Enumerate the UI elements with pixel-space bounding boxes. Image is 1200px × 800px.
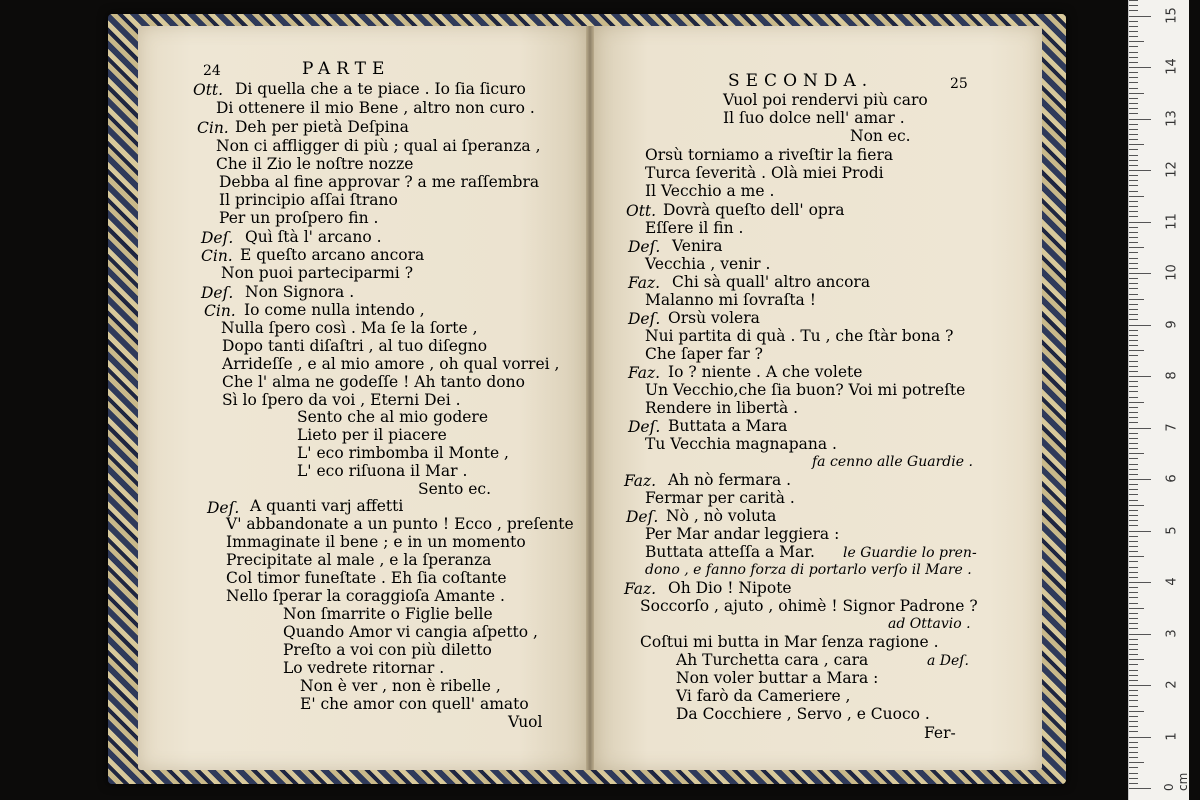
ruler-tick xyxy=(1129,639,1138,640)
ruler-number: 12 xyxy=(1164,161,1180,178)
ruler-tick xyxy=(1129,670,1138,671)
ruler-tick xyxy=(1129,381,1138,382)
ruler-tick xyxy=(1129,72,1138,73)
ruler-tick xyxy=(1129,525,1138,526)
speaker-label: Deſ. xyxy=(207,499,240,517)
catchword: Fer- xyxy=(924,724,956,742)
text-line: Coſtui mi butta in Mar ſenza ragione . xyxy=(640,633,939,651)
text-line: Il ſuo dolce nell' amar . xyxy=(723,109,905,127)
ruler-tick xyxy=(1129,258,1138,259)
text-line: E queſto arcano ancora xyxy=(240,246,425,264)
ruler-number: 1 xyxy=(1164,731,1180,741)
ruler-number: 14 xyxy=(1164,58,1180,75)
text-line: Sento ec. xyxy=(418,480,492,498)
text-line: Di quella che a te piace . Io ſia ſicuro xyxy=(235,80,526,98)
ruler-tick xyxy=(1129,113,1138,114)
speaker-label: Faz. xyxy=(624,472,657,490)
ruler-tick xyxy=(1129,252,1138,253)
ruler-tick xyxy=(1129,155,1138,156)
text-line: Precipitate al male , e la ſperanza xyxy=(226,551,492,569)
speaker-label: Deſ. xyxy=(628,238,661,256)
ruler-tick xyxy=(1129,201,1138,202)
ruler-tick xyxy=(1129,391,1138,392)
ruler-tick xyxy=(1129,98,1138,99)
text-line: Non è ver , non è ribelle , xyxy=(300,677,501,695)
ruler-tick xyxy=(1129,767,1138,768)
ruler-tick xyxy=(1129,180,1138,181)
ruler-tick xyxy=(1129,608,1144,609)
speaker-label: Faz. xyxy=(628,274,661,292)
ruler-tick xyxy=(1129,700,1138,701)
ruler-tick xyxy=(1129,597,1138,598)
ruler-tick xyxy=(1129,175,1138,176)
ruler-tick xyxy=(1129,556,1144,557)
ruler-tick xyxy=(1129,561,1138,562)
ruler-tick xyxy=(1129,263,1138,264)
text-line: Arrideſſe , e al mio amore , oh qual vorrei , xyxy=(222,355,560,373)
ruler-tick xyxy=(1129,93,1144,94)
text-line: Quì ſtà l' arcano . xyxy=(245,228,382,246)
text-line: Nui partita di quà . Tu , che ſtàr bona ? xyxy=(645,327,954,345)
ruler-tick xyxy=(1129,680,1138,681)
ruler-tick xyxy=(1129,592,1138,593)
text-line: Non Signora . xyxy=(245,283,355,301)
ruler-tick xyxy=(1129,716,1138,717)
ruler-tick xyxy=(1129,489,1138,490)
ruler-tick xyxy=(1129,335,1138,336)
text-line: Debba al fine approvar ? a me raſſembra xyxy=(219,173,540,191)
text-line: Oh Dio ! Nipote xyxy=(668,579,792,597)
ruler-tick xyxy=(1129,484,1138,485)
ruler-tick xyxy=(1129,675,1138,676)
ruler-tick xyxy=(1129,623,1138,624)
ruler-unit-label: 0 cm xyxy=(1162,772,1190,791)
text-line: Fermar per carità . xyxy=(645,489,795,507)
ruler-tick xyxy=(1129,515,1138,516)
ruler-tick xyxy=(1129,438,1138,439)
ruler-number: 10 xyxy=(1164,264,1180,281)
ruler-number: 8 xyxy=(1164,371,1180,380)
ruler-tick xyxy=(1129,330,1138,331)
ruler-tick xyxy=(1129,654,1138,655)
ruler-tick xyxy=(1129,170,1151,171)
ruler-tick xyxy=(1129,659,1144,660)
book-gutter xyxy=(586,26,594,770)
text-line: Che ſaper far ? xyxy=(645,345,763,363)
text-line: Immaginate il bene ; e in un momento xyxy=(226,533,526,551)
ruler-tick xyxy=(1129,613,1138,614)
text-line: A quanti varj affetti xyxy=(250,497,404,515)
text-line: Turca ſeverità . Olà miei Prodi xyxy=(645,164,884,182)
ruler-tick xyxy=(1129,88,1138,89)
ruler-tick xyxy=(1129,345,1138,346)
ruler-tick xyxy=(1129,407,1138,408)
ruler-number: 6 xyxy=(1164,474,1180,483)
ruler-tick xyxy=(1129,458,1138,459)
ruler-number: 11 xyxy=(1164,212,1180,230)
ruler-tick xyxy=(1129,119,1151,120)
ruler-tick xyxy=(1129,108,1138,109)
ruler-tick xyxy=(1129,366,1138,367)
ruler-tick xyxy=(1129,314,1138,315)
text-line: Orsù torniamo a riveſtir la fiera xyxy=(645,146,894,164)
ruler-tick xyxy=(1129,211,1138,212)
ruler-tick xyxy=(1129,695,1138,696)
ruler-tick xyxy=(1129,26,1138,27)
ruler-tick xyxy=(1129,144,1144,145)
text-line: Da Cocchiere , Servo , e Cuoco . xyxy=(676,705,930,723)
ruler-number: 5 xyxy=(1164,525,1180,535)
stage-direction: le Guardie lo pren- xyxy=(843,545,977,561)
right-running-header: SECONDA. xyxy=(728,71,874,91)
text-line: Lieto per il piacere xyxy=(297,426,447,444)
ruler-tick xyxy=(1129,294,1138,295)
ruler-tick xyxy=(1129,0,1138,1)
ruler-tick xyxy=(1129,448,1138,449)
text-line: Preſto a voi con più diletto xyxy=(283,641,492,659)
text-line: Quando Amor vi cangia aſpetto , xyxy=(283,623,538,641)
ruler-tick xyxy=(1129,788,1151,789)
text-line: Venira xyxy=(672,237,723,255)
ruler-tick xyxy=(1129,46,1138,47)
stage-direction: ad Ottavio . xyxy=(888,616,971,632)
speaker-label: Deſ. xyxy=(628,418,661,436)
ruler-tick xyxy=(1129,664,1138,665)
catchword: Vuol xyxy=(508,713,543,731)
ruler-tick xyxy=(1129,582,1151,583)
ruler-tick xyxy=(1129,757,1138,758)
ruler-tick xyxy=(1129,520,1138,521)
ruler-tick xyxy=(1129,232,1138,233)
ruler-tick xyxy=(1129,494,1138,495)
text-line: Chi sà quall' altro ancora xyxy=(672,273,871,291)
text-line: Buttata a Mara xyxy=(668,417,788,435)
ruler-tick xyxy=(1129,752,1138,753)
ruler-tick xyxy=(1129,433,1138,434)
left-page-number: 24 xyxy=(203,63,221,79)
ruler-tick xyxy=(1129,634,1151,635)
ruler-tick xyxy=(1129,690,1138,691)
ruler-tick xyxy=(1129,649,1138,650)
ruler-tick xyxy=(1129,474,1138,475)
text-line: Orsù volera xyxy=(668,309,760,327)
ruler-tick xyxy=(1129,278,1138,279)
text-line: Per un proſpero fin . xyxy=(219,209,379,227)
ruler-number: 3 xyxy=(1164,628,1180,638)
ruler-tick xyxy=(1129,628,1138,629)
text-line: Dopo tanti diſaſtri , al tuo diſegno xyxy=(222,337,488,355)
ruler-tick xyxy=(1129,149,1138,150)
ruler-tick xyxy=(1129,139,1138,140)
ruler-tick xyxy=(1129,247,1144,248)
measuring-ruler xyxy=(1128,0,1189,800)
ruler-tick xyxy=(1129,618,1138,619)
text-line: Deh per pietà Deſpina xyxy=(235,118,409,136)
speaker-label: Faz. xyxy=(624,580,657,598)
text-line: Per Mar andar leggiera : xyxy=(645,525,840,543)
ruler-tick xyxy=(1129,762,1144,763)
ruler-number: 15 xyxy=(1164,6,1180,24)
text-line: Soccorſo , ajuto , ohimè ! Signor Padrone ? xyxy=(640,597,978,615)
ruler-tick xyxy=(1129,469,1138,470)
speaker-label: Deſ. xyxy=(626,508,659,526)
speaker-label: Cin. xyxy=(201,247,233,265)
ruler-tick xyxy=(1129,5,1138,6)
ruler-tick xyxy=(1129,453,1144,454)
ruler-number: 9 xyxy=(1164,319,1180,329)
ruler-tick xyxy=(1129,340,1138,341)
ruler-tick xyxy=(1129,500,1138,501)
ruler-tick xyxy=(1129,237,1138,238)
ruler-tick xyxy=(1129,77,1138,78)
ruler-tick xyxy=(1129,206,1138,207)
speaker-label: Deſ. xyxy=(201,229,234,247)
ruler-tick xyxy=(1129,103,1138,104)
text-line: Nello ſperar la coraggioſa Amante . xyxy=(226,587,505,605)
ruler-tick xyxy=(1129,31,1138,32)
ruler-tick xyxy=(1129,191,1138,192)
ruler-number: 4 xyxy=(1164,577,1180,586)
ruler-tick xyxy=(1129,479,1151,480)
ruler-number: 7 xyxy=(1164,422,1180,432)
text-line: Ah nò fermara . xyxy=(668,471,792,489)
text-line: Di ottenere il mio Bene , altro non curo . xyxy=(216,99,535,117)
ruler-tick xyxy=(1129,731,1138,732)
text-line: Vecchia , venir . xyxy=(645,255,771,273)
ruler-tick xyxy=(1129,531,1151,532)
ruler-number: 13 xyxy=(1164,109,1180,127)
text-line: Sento che al mio godere xyxy=(297,408,488,426)
text-line: Non ec. xyxy=(850,127,911,145)
ruler-tick xyxy=(1129,129,1138,130)
speaker-label: Cin. xyxy=(204,302,236,320)
ruler-tick xyxy=(1129,21,1138,22)
ruler-tick xyxy=(1129,577,1138,578)
text-line: Rendere in libertà . xyxy=(645,399,799,417)
ruler-tick xyxy=(1129,57,1138,58)
ruler-tick xyxy=(1129,16,1151,17)
ruler-tick xyxy=(1129,134,1138,135)
ruler-tick xyxy=(1129,299,1144,300)
text-line: Eſſere il fin . xyxy=(645,219,744,237)
ruler-tick xyxy=(1129,82,1138,83)
text-line: Io come nulla intendo , xyxy=(244,301,425,319)
ruler-tick xyxy=(1129,165,1138,166)
ruler-number: 2 xyxy=(1164,680,1180,689)
ruler-tick xyxy=(1129,726,1138,727)
text-line: Un Vecchio,che ſia buon? Voi mi potreſte xyxy=(645,381,966,399)
stage-direction: fa cenno alle Guardie . xyxy=(812,454,973,470)
ruler-tick xyxy=(1129,36,1138,37)
ruler-tick xyxy=(1129,510,1138,511)
text-line: Vuol poi rendervi più caro xyxy=(723,91,928,109)
ruler-tick xyxy=(1129,536,1138,537)
ruler-tick xyxy=(1129,778,1138,779)
ruler-tick xyxy=(1129,567,1138,568)
ruler-tick xyxy=(1129,773,1138,774)
ruler-tick xyxy=(1129,41,1144,42)
text-line: Il principio aſſai ſtrano xyxy=(219,191,398,209)
ruler-tick xyxy=(1129,185,1138,186)
text-line: Non ſmarrite o Figlie belle xyxy=(283,605,493,623)
ruler-tick xyxy=(1129,422,1138,423)
ruler-tick xyxy=(1129,288,1138,289)
ruler-tick xyxy=(1129,706,1138,707)
ruler-tick xyxy=(1129,216,1138,217)
speaker-label: Deſ. xyxy=(628,310,661,328)
ruler-tick xyxy=(1129,587,1138,588)
text-line: Tu Vecchia magnapana . xyxy=(645,435,837,453)
ruler-tick xyxy=(1129,62,1138,63)
ruler-tick xyxy=(1129,428,1151,429)
ruler-tick xyxy=(1129,371,1138,372)
speaker-label: Ott. xyxy=(193,81,224,99)
ruler-tick xyxy=(1129,309,1138,310)
ruler-tick xyxy=(1129,52,1138,53)
text-line: Lo vedrete ritornar . xyxy=(283,659,445,677)
ruler-tick xyxy=(1129,160,1138,161)
left-running-header: PARTE xyxy=(302,59,391,79)
ruler-tick xyxy=(1129,376,1151,377)
text-line: Non voler buttar a Mara : xyxy=(676,669,879,687)
ruler-tick xyxy=(1129,783,1138,784)
ruler-tick xyxy=(1129,325,1151,326)
ruler-tick xyxy=(1129,273,1151,274)
ruler-tick xyxy=(1129,711,1144,712)
ruler-tick xyxy=(1129,412,1138,413)
text-line: L' eco rimbomba il Monte , xyxy=(297,444,509,462)
ruler-tick xyxy=(1129,355,1138,356)
text-line: E' che amor con quell' amato xyxy=(300,695,529,713)
ruler-tick xyxy=(1129,10,1138,11)
ruler-tick xyxy=(1129,350,1144,351)
text-line: Malanno mi ſovraſta ! xyxy=(645,291,816,309)
text-line: Sì lo ſpero da voi , Eterni Dei . xyxy=(222,391,461,409)
ruler-tick xyxy=(1129,551,1138,552)
ruler-tick xyxy=(1129,737,1151,738)
text-line: Il Vecchio a me . xyxy=(645,182,775,200)
ruler-tick xyxy=(1129,464,1138,465)
speaker-label: Ott. xyxy=(626,202,657,220)
ruler-tick xyxy=(1129,397,1138,398)
ruler-tick xyxy=(1129,386,1138,387)
speaker-label: Faz. xyxy=(628,364,661,382)
text-line: Col timor funeſtate . Eh ſia coſtante xyxy=(226,569,507,587)
ruler-tick xyxy=(1129,196,1144,197)
text-line: V' abbandonate a un punto ! Ecco , preſente xyxy=(226,515,574,533)
text-line: Io ? niente . A che volete xyxy=(668,363,863,381)
stage-direction: a Deſ. xyxy=(927,653,969,669)
text-line: Ah Turchetta cara , cara xyxy=(676,651,869,669)
speaker-label: Deſ. xyxy=(201,284,234,302)
text-line: L' eco riſuona il Mar . xyxy=(297,462,468,480)
ruler-tick xyxy=(1129,242,1138,243)
ruler-tick xyxy=(1129,402,1144,403)
ruler-tick xyxy=(1129,268,1138,269)
right-page-number: 25 xyxy=(950,76,968,92)
ruler-tick xyxy=(1129,227,1138,228)
text-line: Buttata atteſſa a Mar. xyxy=(645,543,815,561)
ruler-tick xyxy=(1129,721,1138,722)
ruler-tick xyxy=(1129,222,1151,223)
ruler-tick xyxy=(1129,319,1138,320)
ruler-tick xyxy=(1129,283,1138,284)
text-line: Dovrà queſto dell' opra xyxy=(663,201,845,219)
ruler-tick xyxy=(1129,417,1138,418)
ruler-tick xyxy=(1129,124,1138,125)
ruler-tick xyxy=(1129,685,1151,686)
speaker-label: Cin. xyxy=(197,119,229,137)
ruler-tick xyxy=(1129,572,1138,573)
ruler-tick xyxy=(1129,747,1138,748)
ruler-tick xyxy=(1129,603,1138,604)
ruler-tick xyxy=(1129,361,1138,362)
stage-direction: dono , e fanno forza di portarlo verſo il Mare . xyxy=(645,562,972,578)
ruler-tick xyxy=(1129,644,1138,645)
ruler-tick xyxy=(1129,304,1138,305)
text-line: Che l' alma ne godeſſe ! Ah tanto dono xyxy=(222,373,525,391)
text-line: Non ci affligger di più ; qual ai ſperanza , xyxy=(216,137,541,155)
text-line: Vi farò da Cameriere , xyxy=(676,687,851,705)
text-line: Nò , nò voluta xyxy=(666,507,777,525)
ruler-tick xyxy=(1129,505,1144,506)
ruler-tick xyxy=(1129,546,1138,547)
text-line: Che il Zio le noſtre nozze xyxy=(216,155,414,173)
ruler-tick xyxy=(1129,67,1151,68)
ruler-tick xyxy=(1129,443,1138,444)
ruler-tick xyxy=(1129,541,1138,542)
text-line: Nulla ſpero così . Ma ſe la ſorte , xyxy=(221,319,478,337)
text-line: Non puoi parteciparmi ? xyxy=(221,264,414,282)
ruler-tick xyxy=(1129,742,1138,743)
